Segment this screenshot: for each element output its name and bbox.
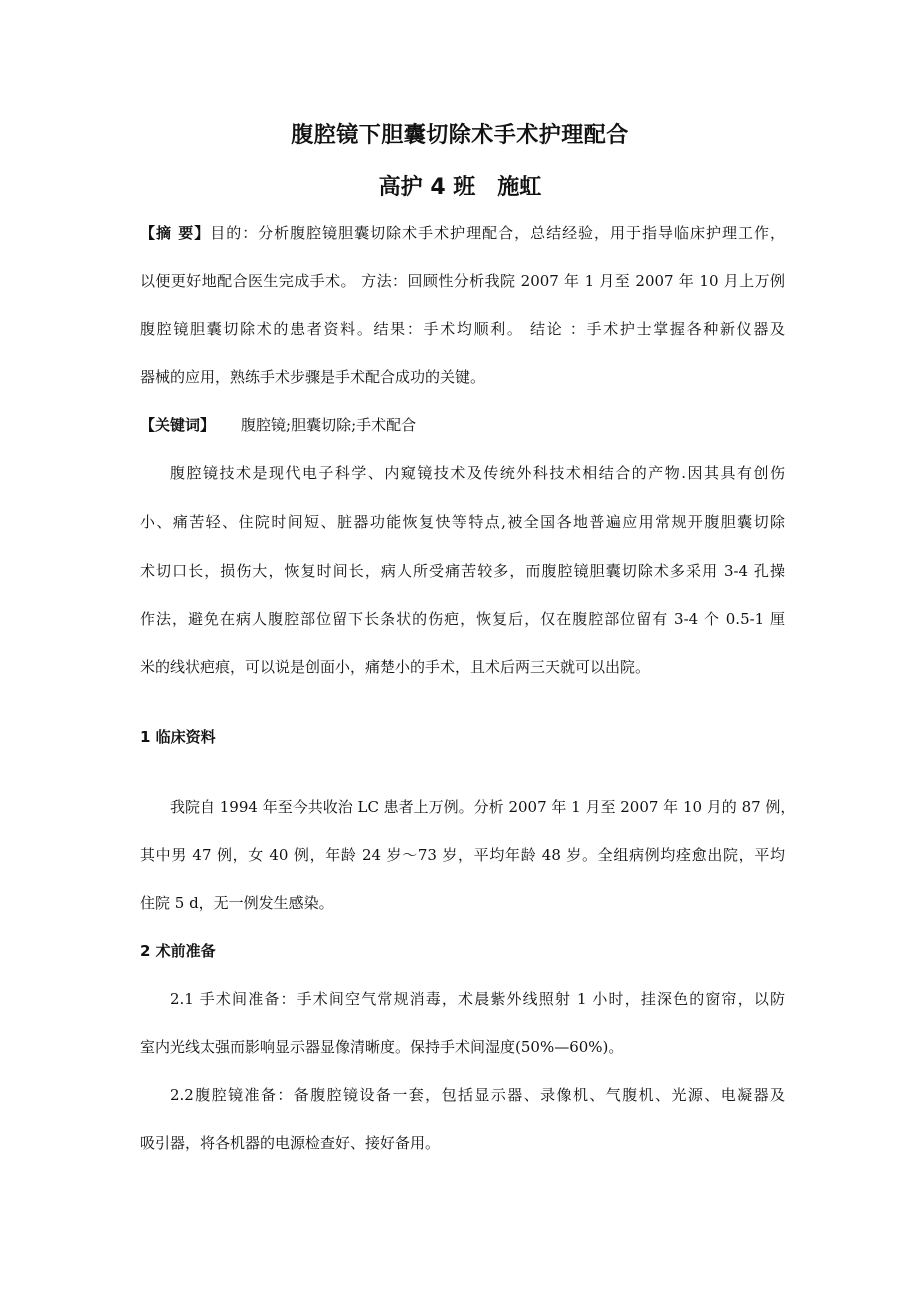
- intro-line-2: 小、痛苦轻、住院时间短、脏器功能恢复快等特点,被全国各地普遍应用常规开腹胆囊切除: [140, 513, 785, 531]
- section1-heading: 1 临床资料: [140, 728, 216, 746]
- section2-1-line-2: 室内光线太强而影响显示器显像清晰度。保持手术间湿度(50%—60%)。: [140, 1038, 624, 1056]
- section2-1-line-1: 2.1 手术间准备：手术间空气常规消毒，术晨紫外线照射 1 小时，挂深色的窗帘，以防: [170, 990, 785, 1008]
- keywords-label: 【关键词】: [140, 416, 216, 434]
- document-title: 腹腔镜下胆囊切除术手术护理配合: [291, 123, 629, 148]
- section1-line-3: 住院 5 d，无一例发生感染。: [140, 894, 334, 912]
- section2-heading: 2 术前准备: [140, 942, 216, 960]
- section2-2-line-1: 2.2腹腔镜准备：备腹腔镜设备一套，包括显示器、录像机、气腹机、光源、电凝器及: [170, 1086, 785, 1104]
- section1-line-1: 我院自 1994 年至今共收治 LC 患者上万例。分析 2007 年 1 月至 2007 年 10 月的 87 例，: [170, 798, 796, 816]
- abstract-line-4: 器械的应用，熟练手术步骤是手术配合成功的关键。: [140, 368, 486, 386]
- section2-2-line-2: 吸引器，将各机器的电源检查好、接好备用。: [140, 1134, 441, 1152]
- keywords-line: [140, 414, 785, 436]
- intro-line-1: 腹腔镜技术是现代电子科学、内窥镜技术及传统外科技术相结合的产物.因其具有创伤: [170, 464, 785, 482]
- section1-line-2: 其中男 47 例，女 40 例，年龄 24 岁～73 岁，平均年龄 48 岁。全组病例均痊愈出院，平均: [140, 846, 785, 864]
- intro-line-4: 作法，避免在病人腹腔部位留下长条状的伤疤，恢复后，仅在腹腔部位留有 3-4 个 0.5-1 厘: [140, 610, 785, 628]
- intro-line-5: 米的线状疤痕，可以说是创面小，痛楚小的手术，且术后两三天就可以出院。: [140, 658, 651, 676]
- abstract-line-2: 以便更好地配合医生完成手术。 方法：回顾性分析我院 2007 年 1 月至 2007 年 10 月上万例: [140, 272, 785, 290]
- abstract-line-1: 【摘 要】目的：分析腹腔镜胆囊切除术手术护理配合，总结经验，用于指导临床护理工作，: [140, 224, 785, 242]
- keywords-text: 腹腔镜;胆囊切除;手术配合: [241, 416, 417, 434]
- intro-line-3: 术切口长，损伤大，恢复时间长，病人所受痛苦较多，而腹腔镜胆囊切除术多采用 3-4 孔操: [140, 562, 785, 580]
- author-line: 高护 4 班 施虹: [378, 175, 542, 200]
- abstract-line-3: 腹腔镜胆囊切除术的患者资料。结果：手术均顺利。 结论 ：手术护士掌握各种新仪器及: [140, 320, 785, 338]
- abstract-label: 【摘 要】: [140, 224, 211, 242]
